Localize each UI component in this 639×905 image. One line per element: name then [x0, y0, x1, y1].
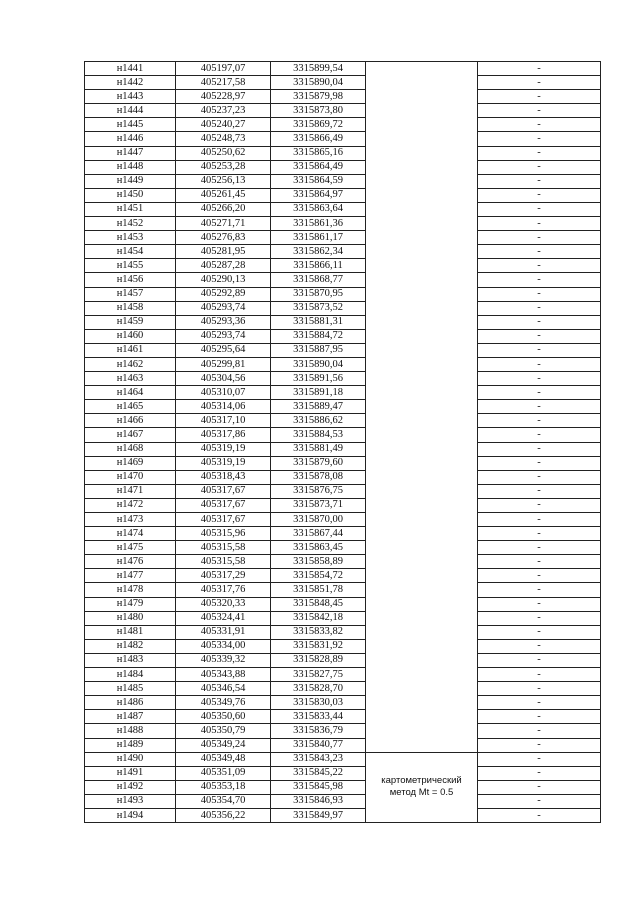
y-coordinate-cell: 3315866,11 — [271, 259, 366, 273]
x-coordinate-cell: 405350,60 — [176, 710, 271, 724]
table-row — [85, 357, 601, 371]
note-cell: - — [478, 357, 601, 371]
point-id-cell: н1441 — [85, 62, 176, 76]
note-cell: - — [478, 724, 601, 738]
x-coordinate-cell: 405292,89 — [176, 287, 271, 301]
note-cell: - — [478, 456, 601, 470]
point-id-cell: н1442 — [85, 76, 176, 90]
point-id-cell: н1468 — [85, 442, 176, 456]
note-cell: - — [478, 625, 601, 639]
note-cell: - — [478, 794, 601, 808]
y-coordinate-cell: 3315870,00 — [271, 513, 366, 527]
y-coordinate-cell: 3315862,34 — [271, 245, 366, 259]
x-coordinate-cell: 405317,29 — [176, 569, 271, 583]
table-row — [85, 231, 601, 245]
point-id-cell: н1445 — [85, 118, 176, 132]
table-row — [85, 484, 601, 498]
x-coordinate-cell: 405261,45 — [176, 188, 271, 202]
point-id-cell: н1448 — [85, 160, 176, 174]
y-coordinate-cell: 3315864,59 — [271, 174, 366, 188]
y-coordinate-cell: 3315869,72 — [271, 118, 366, 132]
point-id-cell: н1459 — [85, 315, 176, 329]
note-cell: - — [478, 808, 601, 822]
x-coordinate-cell: 405319,19 — [176, 442, 271, 456]
table-row — [85, 513, 601, 527]
table-row — [85, 174, 601, 188]
table-row — [85, 386, 601, 400]
table-row — [85, 696, 601, 710]
point-id-cell: н1466 — [85, 414, 176, 428]
point-id-cell: н1455 — [85, 259, 176, 273]
table-row — [85, 555, 601, 569]
note-cell: - — [478, 527, 601, 541]
y-coordinate-cell: 3315891,56 — [271, 372, 366, 386]
note-cell: - — [478, 90, 601, 104]
note-cell: - — [478, 470, 601, 484]
note-cell: - — [478, 696, 601, 710]
note-cell: - — [478, 329, 601, 343]
note-cell: - — [478, 668, 601, 682]
table-row — [85, 202, 601, 216]
y-coordinate-cell: 3315884,53 — [271, 428, 366, 442]
x-coordinate-cell: 405276,83 — [176, 231, 271, 245]
table-row — [85, 794, 601, 808]
y-coordinate-cell: 3315851,78 — [271, 583, 366, 597]
y-coordinate-cell: 3315830,03 — [271, 696, 366, 710]
table-row — [85, 752, 601, 766]
point-id-cell: н1484 — [85, 668, 176, 682]
y-coordinate-cell: 3315858,89 — [271, 555, 366, 569]
point-id-cell: н1451 — [85, 202, 176, 216]
y-coordinate-cell: 3315828,89 — [271, 653, 366, 667]
x-coordinate-cell: 405228,97 — [176, 90, 271, 104]
note-cell: - — [478, 541, 601, 555]
point-id-cell: н1447 — [85, 146, 176, 160]
x-coordinate-cell: 405317,86 — [176, 428, 271, 442]
table-row — [85, 428, 601, 442]
point-id-cell: н1452 — [85, 217, 176, 231]
y-coordinate-cell: 3315886,62 — [271, 414, 366, 428]
x-coordinate-cell: 405353,18 — [176, 780, 271, 794]
point-id-cell: н1453 — [85, 231, 176, 245]
x-coordinate-cell: 405290,13 — [176, 273, 271, 287]
x-coordinate-cell: 405349,24 — [176, 738, 271, 752]
x-coordinate-cell: 405315,96 — [176, 527, 271, 541]
coordinates-table-body — [85, 62, 601, 823]
note-cell: - — [478, 62, 601, 76]
note-cell: - — [478, 428, 601, 442]
x-coordinate-cell: 405314,06 — [176, 400, 271, 414]
table-row — [85, 470, 601, 484]
point-id-cell: н1456 — [85, 273, 176, 287]
y-coordinate-cell: 3315876,75 — [271, 484, 366, 498]
table-row — [85, 104, 601, 118]
x-coordinate-cell: 405354,70 — [176, 794, 271, 808]
table-row — [85, 527, 601, 541]
point-id-cell: н1488 — [85, 724, 176, 738]
x-coordinate-cell: 405350,79 — [176, 724, 271, 738]
y-coordinate-cell: 3315879,98 — [271, 90, 366, 104]
point-id-cell: н1450 — [85, 188, 176, 202]
y-coordinate-cell: 3315899,54 — [271, 62, 366, 76]
note-cell: - — [478, 202, 601, 216]
point-id-cell: н1443 — [85, 90, 176, 104]
y-coordinate-cell: 3315828,70 — [271, 682, 366, 696]
y-coordinate-cell: 3315863,64 — [271, 202, 366, 216]
table-row — [85, 456, 601, 470]
y-coordinate-cell: 3315833,82 — [271, 625, 366, 639]
coordinates-table — [84, 61, 601, 823]
point-id-cell: н1481 — [85, 625, 176, 639]
table-row — [85, 90, 601, 104]
note-cell: - — [478, 287, 601, 301]
table-row — [85, 710, 601, 724]
x-coordinate-cell: 405324,41 — [176, 611, 271, 625]
note-cell: - — [478, 513, 601, 527]
point-id-cell: н1486 — [85, 696, 176, 710]
point-id-cell: н1489 — [85, 738, 176, 752]
table-row — [85, 146, 601, 160]
note-cell: - — [478, 160, 601, 174]
point-id-cell: н1462 — [85, 357, 176, 371]
y-coordinate-cell: 3315833,44 — [271, 710, 366, 724]
y-coordinate-cell: 3315879,60 — [271, 456, 366, 470]
y-coordinate-cell: 3315889,47 — [271, 400, 366, 414]
note-cell: - — [478, 555, 601, 569]
table-row — [85, 541, 601, 555]
note-cell: - — [478, 484, 601, 498]
note-cell: - — [478, 653, 601, 667]
x-coordinate-cell: 405197,07 — [176, 62, 271, 76]
point-id-cell: н1464 — [85, 386, 176, 400]
x-coordinate-cell: 405293,36 — [176, 315, 271, 329]
y-coordinate-cell: 3315887,95 — [271, 343, 366, 357]
note-cell: - — [478, 780, 601, 794]
table-row — [85, 62, 601, 76]
x-coordinate-cell: 405356,22 — [176, 808, 271, 822]
table-row — [85, 118, 601, 132]
x-coordinate-cell: 405271,71 — [176, 217, 271, 231]
x-coordinate-cell: 405293,74 — [176, 329, 271, 343]
table-row — [85, 132, 601, 146]
table-row — [85, 611, 601, 625]
y-coordinate-cell: 3315827,75 — [271, 668, 366, 682]
note-cell: - — [478, 315, 601, 329]
table-row — [85, 343, 601, 357]
point-id-cell: н1444 — [85, 104, 176, 118]
point-id-cell: н1471 — [85, 484, 176, 498]
point-id-cell: н1470 — [85, 470, 176, 484]
y-coordinate-cell: 3315891,18 — [271, 386, 366, 400]
note-cell: - — [478, 569, 601, 583]
table-row — [85, 273, 601, 287]
y-coordinate-cell: 3315836,79 — [271, 724, 366, 738]
note-cell: - — [478, 766, 601, 780]
point-id-cell: н1469 — [85, 456, 176, 470]
point-id-cell: н1463 — [85, 372, 176, 386]
y-coordinate-cell: 3315831,92 — [271, 639, 366, 653]
note-cell: - — [478, 442, 601, 456]
table-row — [85, 287, 601, 301]
point-id-cell: н1472 — [85, 498, 176, 512]
x-coordinate-cell: 405317,10 — [176, 414, 271, 428]
note-cell: - — [478, 372, 601, 386]
y-coordinate-cell: 3315868,77 — [271, 273, 366, 287]
note-cell: - — [478, 400, 601, 414]
y-coordinate-cell: 3315867,44 — [271, 527, 366, 541]
note-cell: - — [478, 273, 601, 287]
x-coordinate-cell: 405334,00 — [176, 639, 271, 653]
y-coordinate-cell: 3315866,49 — [271, 132, 366, 146]
point-id-cell: н1474 — [85, 527, 176, 541]
x-coordinate-cell: 405256,13 — [176, 174, 271, 188]
x-coordinate-cell: 405287,28 — [176, 259, 271, 273]
y-coordinate-cell: 3315840,77 — [271, 738, 366, 752]
x-coordinate-cell: 405317,76 — [176, 583, 271, 597]
table-row — [85, 400, 601, 414]
table-row — [85, 160, 601, 174]
x-coordinate-cell: 405237,23 — [176, 104, 271, 118]
table-row — [85, 372, 601, 386]
x-coordinate-cell: 405295,64 — [176, 343, 271, 357]
y-coordinate-cell: 3315890,04 — [271, 76, 366, 90]
y-coordinate-cell: 3315890,04 — [271, 357, 366, 371]
table-row — [85, 724, 601, 738]
point-id-cell: н1449 — [85, 174, 176, 188]
point-id-cell: н1446 — [85, 132, 176, 146]
x-coordinate-cell: 405310,07 — [176, 386, 271, 400]
table-row — [85, 738, 601, 752]
table-row — [85, 245, 601, 259]
x-coordinate-cell: 405331,91 — [176, 625, 271, 639]
y-coordinate-cell: 3315873,80 — [271, 104, 366, 118]
note-cell: - — [478, 259, 601, 273]
note-cell: - — [478, 583, 601, 597]
y-coordinate-cell: 3315873,52 — [271, 301, 366, 315]
x-coordinate-cell: 405346,54 — [176, 682, 271, 696]
y-coordinate-cell: 3315848,45 — [271, 597, 366, 611]
point-id-cell: н1473 — [85, 513, 176, 527]
note-cell: - — [478, 414, 601, 428]
x-coordinate-cell: 405343,88 — [176, 668, 271, 682]
y-coordinate-cell: 3315854,72 — [271, 569, 366, 583]
point-id-cell: н1490 — [85, 752, 176, 766]
point-id-cell: н1458 — [85, 301, 176, 315]
point-id-cell: н1461 — [85, 343, 176, 357]
x-coordinate-cell: 405304,56 — [176, 372, 271, 386]
note-cell: - — [478, 682, 601, 696]
table-row — [85, 668, 601, 682]
note-cell: - — [478, 710, 601, 724]
y-coordinate-cell: 3315849,97 — [271, 808, 366, 822]
table-row — [85, 780, 601, 794]
x-coordinate-cell: 405319,19 — [176, 456, 271, 470]
table-row — [85, 414, 601, 428]
table-row — [85, 315, 601, 329]
point-id-cell: н1475 — [85, 541, 176, 555]
point-id-cell: н1487 — [85, 710, 176, 724]
x-coordinate-cell: 405317,67 — [176, 498, 271, 512]
y-coordinate-cell: 3315873,71 — [271, 498, 366, 512]
table-row — [85, 625, 601, 639]
point-id-cell: н1491 — [85, 766, 176, 780]
point-id-cell: н1457 — [85, 287, 176, 301]
point-id-cell: н1480 — [85, 611, 176, 625]
y-coordinate-cell: 3315842,18 — [271, 611, 366, 625]
point-id-cell: н1460 — [85, 329, 176, 343]
method-cell: картометрический метод Mt = 0.5 — [366, 752, 478, 822]
x-coordinate-cell: 405317,67 — [176, 484, 271, 498]
point-id-cell: н1493 — [85, 794, 176, 808]
x-coordinate-cell: 405315,58 — [176, 541, 271, 555]
note-cell: - — [478, 217, 601, 231]
y-coordinate-cell: 3315864,97 — [271, 188, 366, 202]
note-cell: - — [478, 132, 601, 146]
table-row — [85, 597, 601, 611]
x-coordinate-cell: 405293,74 — [176, 301, 271, 315]
y-coordinate-cell: 3315846,93 — [271, 794, 366, 808]
table-row — [85, 329, 601, 343]
x-coordinate-cell: 405320,33 — [176, 597, 271, 611]
table-row — [85, 569, 601, 583]
note-cell: - — [478, 104, 601, 118]
table-row — [85, 76, 601, 90]
point-id-cell: н1478 — [85, 583, 176, 597]
point-id-cell: н1482 — [85, 639, 176, 653]
note-cell: - — [478, 752, 601, 766]
y-coordinate-cell: 3315845,22 — [271, 766, 366, 780]
method-cell-blank — [366, 62, 478, 753]
y-coordinate-cell: 3315878,08 — [271, 470, 366, 484]
x-coordinate-cell: 405240,27 — [176, 118, 271, 132]
y-coordinate-cell: 3315843,23 — [271, 752, 366, 766]
table-row — [85, 217, 601, 231]
y-coordinate-cell: 3315863,45 — [271, 541, 366, 555]
point-id-cell: н1483 — [85, 653, 176, 667]
point-id-cell: н1467 — [85, 428, 176, 442]
x-coordinate-cell: 405281,95 — [176, 245, 271, 259]
x-coordinate-cell: 405349,48 — [176, 752, 271, 766]
note-cell: - — [478, 597, 601, 611]
table-row — [85, 259, 601, 273]
note-cell: - — [478, 301, 601, 315]
x-coordinate-cell: 405315,58 — [176, 555, 271, 569]
note-cell: - — [478, 174, 601, 188]
table-row — [85, 583, 601, 597]
y-coordinate-cell: 3315864,49 — [271, 160, 366, 174]
point-id-cell: н1485 — [85, 682, 176, 696]
x-coordinate-cell: 405299,81 — [176, 357, 271, 371]
point-id-cell: н1492 — [85, 780, 176, 794]
x-coordinate-cell: 405318,43 — [176, 470, 271, 484]
x-coordinate-cell: 405351,09 — [176, 766, 271, 780]
note-cell: - — [478, 76, 601, 90]
x-coordinate-cell: 405339,32 — [176, 653, 271, 667]
note-cell: - — [478, 611, 601, 625]
y-coordinate-cell: 3315881,49 — [271, 442, 366, 456]
table-row — [85, 188, 601, 202]
table-row — [85, 682, 601, 696]
note-cell: - — [478, 188, 601, 202]
x-coordinate-cell: 405253,28 — [176, 160, 271, 174]
x-coordinate-cell: 405250,62 — [176, 146, 271, 160]
y-coordinate-cell: 3315861,17 — [271, 231, 366, 245]
note-cell: - — [478, 245, 601, 259]
note-cell: - — [478, 343, 601, 357]
table-row — [85, 653, 601, 667]
y-coordinate-cell: 3315870,95 — [271, 287, 366, 301]
point-id-cell: н1479 — [85, 597, 176, 611]
x-coordinate-cell: 405217,58 — [176, 76, 271, 90]
y-coordinate-cell: 3315861,36 — [271, 217, 366, 231]
point-id-cell: н1477 — [85, 569, 176, 583]
note-cell: - — [478, 738, 601, 752]
note-cell: - — [478, 231, 601, 245]
table-row — [85, 498, 601, 512]
y-coordinate-cell: 3315884,72 — [271, 329, 366, 343]
y-coordinate-cell: 3315845,98 — [271, 780, 366, 794]
note-cell: - — [478, 146, 601, 160]
x-coordinate-cell: 405317,67 — [176, 513, 271, 527]
point-id-cell: н1476 — [85, 555, 176, 569]
note-cell: - — [478, 639, 601, 653]
table-row — [85, 808, 601, 822]
y-coordinate-cell: 3315881,31 — [271, 315, 366, 329]
table-row — [85, 639, 601, 653]
point-id-cell: н1465 — [85, 400, 176, 414]
note-cell: - — [478, 498, 601, 512]
table-row — [85, 766, 601, 780]
table-row — [85, 442, 601, 456]
x-coordinate-cell: 405349,76 — [176, 696, 271, 710]
table-row — [85, 301, 601, 315]
x-coordinate-cell: 405266,20 — [176, 202, 271, 216]
y-coordinate-cell: 3315865,16 — [271, 146, 366, 160]
point-id-cell: н1454 — [85, 245, 176, 259]
note-cell: - — [478, 118, 601, 132]
note-cell: - — [478, 386, 601, 400]
x-coordinate-cell: 405248,73 — [176, 132, 271, 146]
point-id-cell: н1494 — [85, 808, 176, 822]
